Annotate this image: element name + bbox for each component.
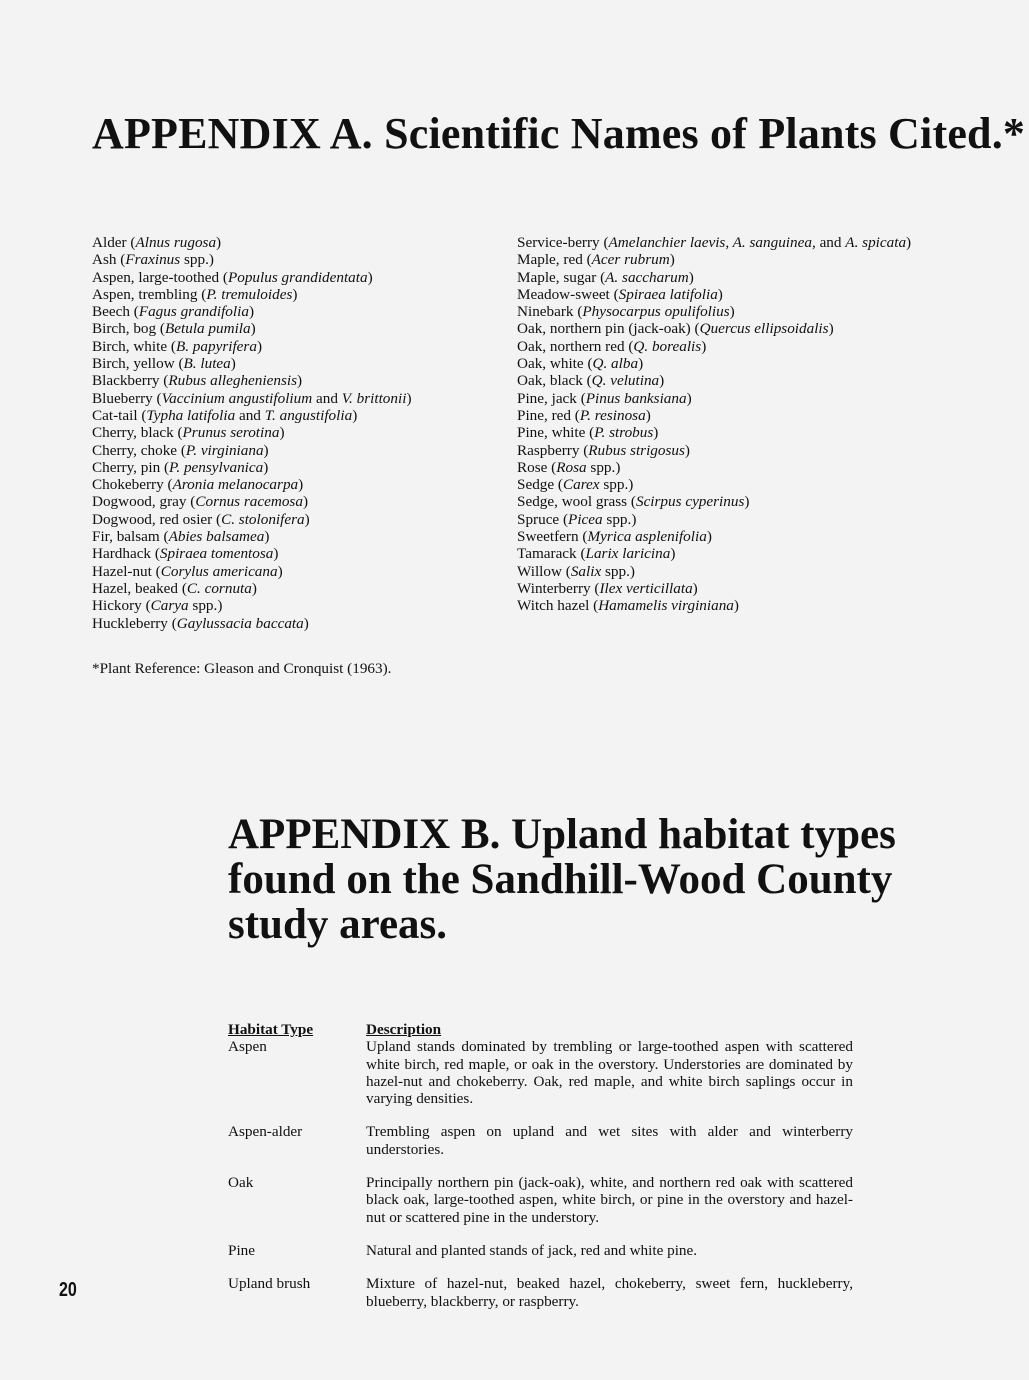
plant-list-item: Hickory (Carya spp.) [92,597,223,615]
habitat-row [228,1242,853,1259]
plant-list-item: Ash (Fraxinus spp.) [92,251,214,269]
plant-scientific-name: Q. velutina [591,372,660,390]
habitat-type-header: Habitat Type [228,1021,314,1038]
plant-list-item: Hazel-nut (Corylus americana) [92,562,283,580]
plant-name-connector: spp. [188,597,218,615]
plant-common-name: Service-berry [517,234,600,251]
habitat-type-cell: Oak [228,1174,254,1192]
plant-scientific-name: Carex [562,476,600,494]
plant-list-item: Sweetfern (Myrica asplenifolia) [517,528,712,546]
habitat-description-cell: Natural and planted stands of jack, red and white pine. [366,1241,698,1259]
habitat-row [228,1123,853,1158]
plant-scientific-name: C. cornuta [186,579,252,597]
plant-common-name: Willow [517,562,562,580]
description-header: Description [366,1021,442,1038]
plant-name-connector: and [235,406,265,424]
plant-common-name: Aspen, large-toothed [92,268,220,286]
plant-common-name: Tamarack [517,545,577,563]
plant-scientific-name: C. stolonifera [221,510,305,528]
plant-list-item: Pine, jack (Pinus banksiana) [517,389,692,407]
plant-list-item: Sedge (Carex spp.) [517,476,634,494]
plant-scientific-name: Ilex verticillata [599,579,693,597]
plant-common-name: Oak, northern pin (jack-oak) [517,320,691,338]
plant-list-item: Meadow-sweet (Spiraea latifolia) [517,285,723,303]
plant-common-name: Sedge [517,476,555,494]
plant-list-item: Witch hazel (Hamamelis virginiana) [517,597,739,615]
plant-scientific-name: Alnus rugosa [135,234,217,251]
plant-list-item: Aspen, trembling (P. tremuloides) [92,285,298,303]
plant-list-item: Ninebark (Physocarpus opulifolius) [517,303,735,321]
plant-list-item: Fir, balsam (Abies balsamea) [92,528,270,546]
plant-list-item: Dogwood, red osier (C. stolonifera) [92,510,310,528]
plant-scientific-name: Rubus strigosus [588,441,685,459]
plant-scientific-name: P. strobus [594,424,654,442]
plant-common-name: Raspberry [517,441,580,459]
plant-list-item: Birch, white (B. papyrifera) [92,337,262,355]
plant-list-item: Raspberry (Rubus strigosus) [517,441,690,459]
plant-scientific-name: Corylus americana [160,562,278,580]
plant-scientific-name: Prunus serotina [182,424,280,442]
habitat-type-cell: Aspen [228,1038,267,1056]
plant-common-name: Birch, bog [92,320,157,338]
plant-scientific-name: Acer rubrum [591,251,670,269]
plant-scientific-name: B. lutea [183,355,231,373]
plant-common-name: Hickory [92,597,142,615]
plant-common-name: Alder [92,234,127,251]
plant-common-name: Huckleberry [92,614,168,632]
plant-list-item: Dogwood, gray (Cornus racemosa) [92,493,308,511]
habitat-type-cell: Upland brush [228,1275,311,1293]
plant-list-item: Maple, red (Acer rubrum) [517,251,675,269]
plant-scientific-name: Populus grandidentata [227,268,368,286]
plant-name-connector: spp. [601,562,630,580]
plant-scientific-name: Vaccinium angustifolium [161,389,313,407]
plant-common-name: Winterberry [517,579,591,597]
plant-name-connector: spp. [602,510,632,528]
plant-common-name: Chokeberry [92,476,164,494]
plant-name-connector: and [815,234,846,251]
plant-list-item: Spruce (Picea spp.) [517,510,637,528]
plant-common-name: Oak, black [517,372,583,390]
habitat-table-body [228,1038,853,1310]
plant-list-item: Alder (Alnus rugosa) [92,234,222,251]
plant-scientific-name: Amelanchier laevis, A. sanguinea, [608,234,816,251]
plant-list-item: Cherry, black (Prunus serotina) [92,424,285,442]
plant-common-name: Blackberry [92,372,160,390]
plant-reference-footnote: *Plant Reference: Gleason and Cronquist (1963). [92,660,392,677]
plant-list-item: Rose (Rosa spp.) [517,458,621,476]
plant-scientific-name: Q. borealis [633,337,702,355]
plant-common-name: Ash [92,251,117,269]
plant-list-item: Willow (Salix spp.) [517,562,635,580]
plant-scientific-name: Pinus banksiana [585,389,687,407]
plant-list-item: Chokeberry (Aronia melanocarpa) [92,476,304,494]
plant-common-name: Oak, white [517,355,584,373]
plant-common-name: Maple, red [517,251,583,269]
plant-common-name: Pine, jack [517,389,577,407]
page-number: 20 [59,1279,77,1301]
plant-scientific-name: Spiraea latifolia [618,285,718,303]
plant-scientific-name: Rubus allegheniensis [168,372,297,390]
habitat-types-table [228,1021,853,1310]
habitat-description-cell: Trembling aspen on upland and wet sites with alder and winterberry understories. [366,1123,853,1158]
appendix-b-title: APPENDIX B. Upland habitat types found on the Sandhill-Wood County study areas. [228,811,896,948]
plant-scientific-name: Salix [570,562,602,580]
plant-list-item: Oak, black (Q. velutina) [517,372,665,390]
plant-scientific-name: P. virginiana [185,441,264,459]
plant-list-item: Winterberry (Ilex verticillata) [517,579,698,597]
habitat-row [228,1174,853,1226]
plant-scientific-name: Hamamelis virginiana [598,597,734,615]
plant-common-name: Dogwood, gray [92,493,187,511]
plant-name-connector: and [312,389,342,407]
plant-list-item: Birch, yellow (B. lutea) [92,355,236,373]
plant-list-item: Tamarack (Larix laricina) [517,545,676,563]
plant-common-name: Rose [517,458,548,476]
plant-name-connector: spp. [586,458,616,476]
plant-common-name: Aspen, trembling [92,285,198,303]
plant-list-item: Cherry, pin (P. pensylvanica) [92,458,269,476]
plant-common-name: Birch, yellow [92,355,175,373]
plant-scientific-name: Myrica asplenifolia [587,528,707,546]
plant-scientific-name: Spiraea tomentosa [159,545,274,563]
plant-list-item: Hazel, beaked (C. cornuta) [92,579,257,597]
plant-common-name: Pine, white [517,424,586,442]
plant-list-item: Birch, bog (Betula pumila) [92,320,256,338]
plant-scientific-name: Q. alba [592,355,639,373]
plant-list-item: Maple, sugar (A. saccharum) [517,268,694,286]
plant-common-name: Cherry, black [92,424,174,442]
plant-list-item: Oak, white (Q. alba) [517,355,644,373]
plant-scientific-name: Betula pumila [164,320,251,338]
plant-scientific-name: P. pensylvanica [169,458,264,476]
plant-scientific-name: Quercus ellipsoidalis [699,320,829,338]
plant-scientific-name: P. resinosa [579,406,646,424]
plant-common-name: Cherry, pin [92,458,161,476]
plant-common-name: Birch, white [92,337,168,355]
plant-common-name: Hazel, beaked [92,579,179,597]
plant-scientific-name: Abies balsamea [168,528,265,546]
plant-common-name: Hazel-nut [92,562,152,580]
plant-common-name: Oak, northern red [517,337,625,355]
plant-list-item: Service-berry (Amelanchier laevis, A. sanguinea, and A. spicata) [517,234,912,251]
plant-common-name: Blueberry [92,389,153,407]
plant-common-name: Maple, sugar [517,268,597,286]
habitat-row [228,1275,853,1310]
plant-scientific-name: Aronia melanocarpa [172,476,299,494]
plant-scientific-name: Fagus grandifolia [138,303,249,321]
plant-common-name: Sweetfern [517,528,579,546]
habitat-type-cell: Pine [228,1241,256,1259]
plant-scientific-name: A. spicata [845,234,907,251]
plant-list-item: Blueberry (Vaccinium angustifolium and V. brittonii) [92,389,412,407]
plant-scientific-name: A. saccharum [605,268,689,286]
plant-name-connector: spp. [599,476,629,494]
plant-common-name: Dogwood, red osier [92,510,213,528]
habitat-row [228,1038,853,1107]
plant-list-item: Cherry, choke (P. virginiana) [92,441,269,459]
habitat-description-cell: Principally northern pin (jack-oak), white, and northern red oak with scattered black oak, large-toothed aspen, white birch, or pine in the overstory and hazel-nut or scattered pine in the understory. [366,1174,853,1226]
plant-common-name: Ninebark [517,303,574,321]
plant-scientific-name: Physocarpus opulifolius [582,303,730,321]
habitat-description-cell: Upland stands dominated by trembling or large-toothed aspen with scattered white birch, red maple, or oak in the overstory. Understories are dominated by hazel-nut and chokeberry. Oak, red maple, and white birch saplings occur in varying densities. [366,1038,853,1108]
plant-list-right-column [517,234,911,615]
plant-list-item: Pine, white (P. strobus) [517,424,659,442]
habitat-table-header [228,1021,853,1038]
plant-scientific-name: Fraxinus [125,251,181,269]
plant-scientific-name: Carya [150,597,189,615]
plant-list-item: Sedge, wool grass (Scirpus cyperinus) [517,493,750,511]
plant-list-item: Cat-tail (Typha latifolia and T. angustifolia) [92,406,358,424]
habitat-description-cell: Mixture of hazel-nut, beaked hazel, chokeberry, sweet fern, huckleberry, blueberry, blackberry, or raspberry. [366,1275,853,1310]
plant-common-name: Witch hazel [517,597,590,615]
habitat-type-cell: Aspen-alder [228,1123,303,1141]
plant-scientific-name: P. tremuloides [206,285,293,303]
appendix-a-title: APPENDIX A. Scientific Names of Plants Cited.* [92,109,1026,158]
plant-scientific-name: Picea [568,510,603,528]
plant-common-name: Spruce [517,510,560,528]
plant-list-item: Huckleberry (Gaylussacia baccata) [92,614,309,632]
plant-list-item: Pine, red (P. resinosa) [517,406,651,424]
plant-list-item: Blackberry (Rubus allegheniensis) [92,372,303,390]
plant-name-connector: spp. [180,251,209,269]
plant-common-name: Beech [92,303,130,321]
plant-common-name: Cherry, choke [92,441,178,459]
plant-common-name: Cat-tail [92,406,138,424]
plant-scientific-name: B. papyrifera [175,337,257,355]
plant-scientific-name: Cornus racemosa [195,493,303,511]
plant-common-name: Hardhack [92,545,152,563]
plant-scientific-name: Rosa [556,458,587,476]
plant-scientific-name: Typha latifolia [146,406,236,424]
plant-scientific-name: V. brittonii [341,389,407,407]
plant-list-item: Hardhack (Spiraea tomentosa) [92,545,279,563]
plant-common-name: Pine, red [517,406,571,424]
plant-scientific-name: Gaylussacia baccata [176,614,304,632]
plant-common-name: Meadow-sweet [517,285,610,303]
plant-list-item: Beech (Fagus grandifolia) [92,303,254,321]
plant-list-item: Oak, northern pin (jack-oak) (Quercus ellipsoidalis) [517,320,834,338]
plant-common-name: Sedge, wool grass [517,493,628,511]
plant-scientific-name: Scirpus cyperinus [635,493,745,511]
plant-common-name: Fir, balsam [92,528,160,546]
plant-list-item: Oak, northern red (Q. borealis) [517,337,707,355]
plant-scientific-name: Larix laricina [585,545,671,563]
plant-scientific-name: T. angustifolia [264,406,353,424]
plant-list-item: Aspen, large-toothed (Populus grandidentata) [92,268,373,286]
plant-list-left-column [92,234,412,632]
